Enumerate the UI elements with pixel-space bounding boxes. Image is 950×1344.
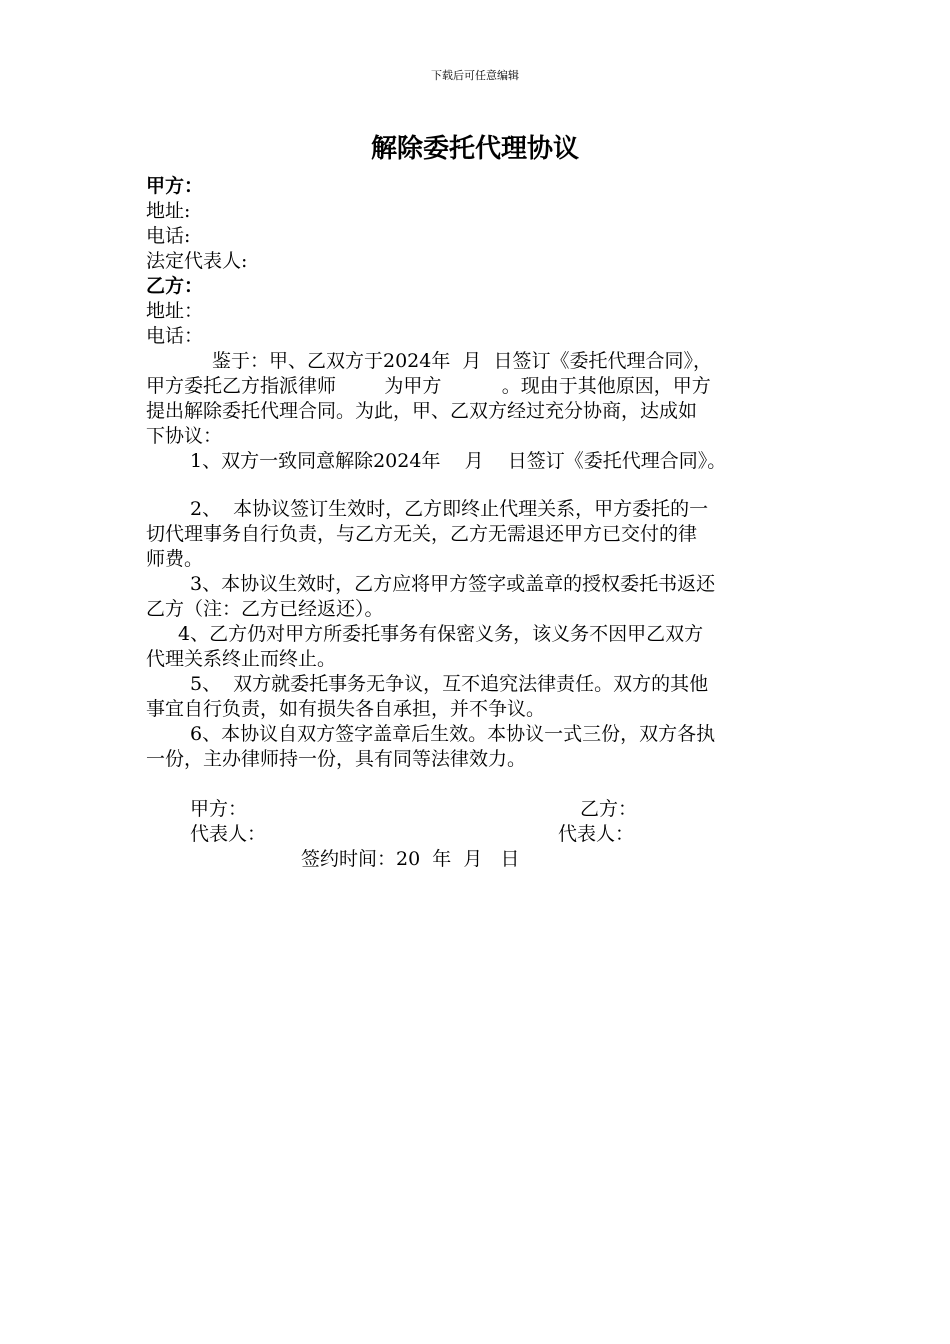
document-title: 解除委托代理协议 — [370, 134, 579, 164]
party-a-legal-rep: 法定代表人: — [146, 250, 248, 272]
party-b-heading: 乙方： — [146, 275, 204, 297]
clause-6-line: 一份，主办律师持一份，具有同等法律效力。 — [146, 748, 527, 770]
signature-party-a: 甲方： — [190, 798, 248, 820]
preamble-line: 提出解除委托代理合同。为此，甲、乙双方经过充分协商，达成如 — [146, 400, 698, 422]
clause-1-line: 1、双方一致同意解除2024年 月 日签订《委托代理合同》。 — [190, 450, 727, 472]
preamble-line: 甲方委托乙方指派律师 为甲方 。现由于其他原因，甲方 — [146, 375, 711, 397]
preamble-line: 下协议： — [146, 425, 223, 447]
party-a-phone: 电话: — [146, 225, 191, 247]
party-a-heading: 甲方： — [146, 175, 204, 197]
preamble-line: 鉴于：甲、乙双方于2024年 月 日签订《委托代理合同》， — [212, 350, 713, 372]
party-a-address: 地址: — [146, 200, 191, 222]
clause-5-line: 事宜自行负责，如有损失各自承担，并不争议。 — [146, 698, 546, 720]
clause-2-line: 师费。 — [146, 548, 204, 570]
party-b-address: 地址： — [146, 300, 204, 322]
clause-5-line: 5、 双方就委托事务无争议，互不追究法律责任。双方的其他 — [190, 673, 709, 695]
clause-6-line: 6、本协议自双方签字盖章后生效。本协议一式三份，双方各执 — [190, 723, 716, 745]
clause-4-line: 4、乙方仍对甲方所委托事务有保密义务，该义务不因甲乙双方 — [178, 623, 704, 645]
clause-4-line: 代理关系终止而终止。 — [146, 648, 337, 670]
clause-2-line: 切代理事务自行负责，与乙方无关，乙方无需退还甲方已交付的律 — [146, 523, 698, 545]
party-b-phone: 电话： — [146, 325, 204, 347]
clause-2-line: 2、 本协议签订生效时，乙方即终止代理关系，甲方委托的一 — [190, 498, 709, 520]
signature-party-b-rep: 代表人： — [558, 823, 635, 845]
signature-party-b: 乙方： — [580, 798, 638, 820]
clause-3-line: 乙方（注：乙方已经返还）。 — [146, 598, 384, 620]
signing-date: 签约时间：20 年 月 日 — [301, 848, 520, 870]
clause-3-line: 3、本协议生效时，乙方应将甲方签字或盖章的授权委托书返还 — [190, 573, 716, 595]
signature-party-a-rep: 代表人： — [190, 823, 267, 845]
header-note: 下载后可任意编辑 — [431, 69, 519, 82]
